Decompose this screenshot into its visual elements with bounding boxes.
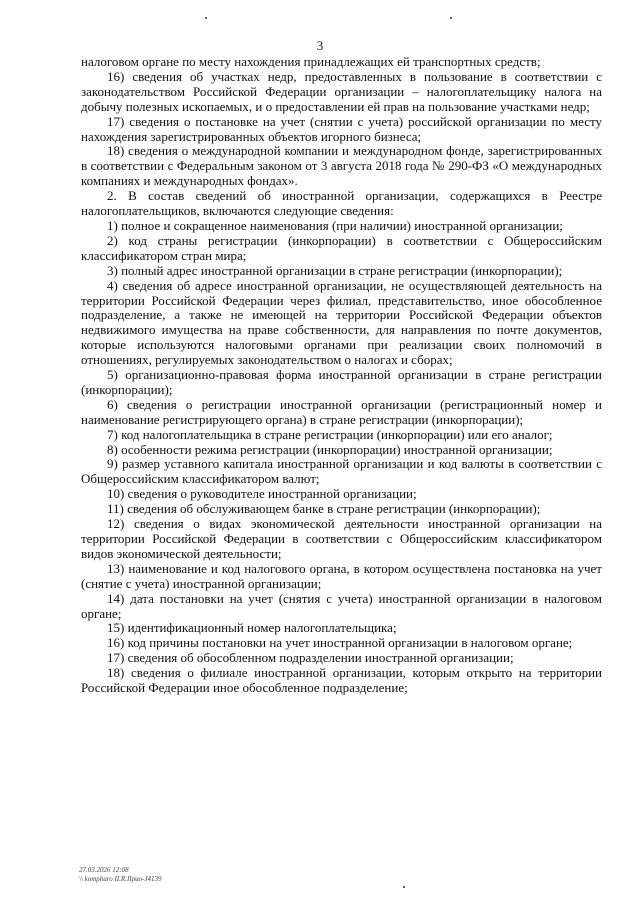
paragraph-foreign-16: 16) код причины постановки на учет иностранной организации в налоговом органе; xyxy=(107,635,573,651)
paragraph-foreign-5: 5) организационно-правовая форма иностранной организации в стране регистрации (инкорпорации); xyxy=(81,367,602,397)
paragraph-foreign-15: 15) идентификационный номер налогоплательщика; xyxy=(107,620,397,636)
document-body xyxy=(81,55,602,696)
paragraph-foreign-14: 14) дата постановки на учет (снятия с учета) иностранной организации в налоговом органе; xyxy=(81,590,602,621)
paragraph-foreign-11: 11) сведения об обслуживающем банке в стране регистрации (инкорпорации); xyxy=(107,501,541,517)
paragraph-foreign-18: 18) сведения о филиале иностранной организации, которым открыто на территории Российской Федерации иное обособленное подразделение; xyxy=(81,665,602,696)
paragraph-foreign-6: 6) сведения о регистрации иностранной организации (регистрационный номер и наименование регистрирующего органа) в стране регистрации (инкорпорации); xyxy=(81,396,602,427)
scan-speck xyxy=(205,17,207,19)
paragraph-foreign-12: 12) сведения о видах экономической деятельности иностранной организации на территории Российской Федерации в соответствии с Общероссийским классификатором видов экономической деятельности; xyxy=(81,516,602,561)
footer-timestamp: 27.03.2026 12:08 xyxy=(79,866,129,874)
paragraph-foreign-17: 17) сведения об обособленном подразделении иностранной организации; xyxy=(107,650,514,666)
paragraph-item-18: 18) сведения о международной компании и международном фонде, зарегистрированных в соответствии с Федеральным законом от 3 августа 2018 года № 290-ФЗ «О международных компаниях и международных фондах». xyxy=(81,143,602,189)
paragraph-foreign-2: 2) код страны регистрации (инкорпорации) в соответствии с Общероссийским классификатором стран мира; xyxy=(81,232,602,263)
paragraph-foreign-9: 9) размер уставного капитала иностранной организации и код валюты в соответствии с Общероссийским классификатором валют; xyxy=(81,456,602,487)
paragraph-continuation: налоговом органе по месту нахождения принадлежащих ей транспортных средств; xyxy=(81,54,541,69)
paragraph-foreign-10: 10) сведения о руководителе иностранной организации; xyxy=(107,486,417,502)
scan-speck xyxy=(403,886,405,888)
page-number: 3 xyxy=(316,38,324,53)
paragraph-foreign-3: 3) полный адрес иностранной организации в стране регистрации (инкорпорации); xyxy=(107,262,563,278)
footer-file-path: \\ komphuro II.R.IIpuo-J4139 xyxy=(79,875,162,883)
scan-speck xyxy=(450,17,452,19)
paragraph-section-2: 2. В состав сведений об иностранной организации, содержащихся в Реестре налогоплательщиков, включаются следующие сведения: xyxy=(81,188,602,219)
paragraph-foreign-8: 8) особенности режима регистрации (инкорпорации) иностранной организации; xyxy=(107,441,553,457)
paragraph-item-16: 16) сведения об участках недр, предоставленных в пользование в соответствии с законодательством Российской Федерации организации – налогоплательщику налога на добычу полезных ископаемых, и о предоставлении ей прав на пользование участками недр; xyxy=(81,68,602,114)
footer-stamp xyxy=(79,866,162,884)
paragraph-foreign-7: 7) код налогоплательщика в стране регистрации (инкорпорации) или его аналог; xyxy=(107,426,553,442)
paragraph-item-17: 17) сведения о постановке на учет (снятии с учета) российской организации по месту нахождения зарегистрированных объектов игорного бизнеса; xyxy=(81,113,602,144)
paragraph-foreign-13: 13) наименование и код налогового органа, в котором осуществлена постановка на учет (снятие с учета) иностранной организации; xyxy=(81,560,602,591)
paragraph-foreign-4: 4) сведения об адресе иностранной организации, не осуществляющей деятельность на территории Российской Федерации через филиал, представительство, иное обособленное подразделение, а также не имеющей на территории Российской Федерации объектов недвижимого имущества на праве собственности, для направления по почте документов, которые используются налоговыми органами при реализации своих полномочий в отношениях, регулируемых законодательством о налогах и сборах; xyxy=(81,277,602,368)
paragraph-foreign-1: 1) полное и сокращенное наименования (при наличии) иностранной организации; xyxy=(107,217,563,233)
